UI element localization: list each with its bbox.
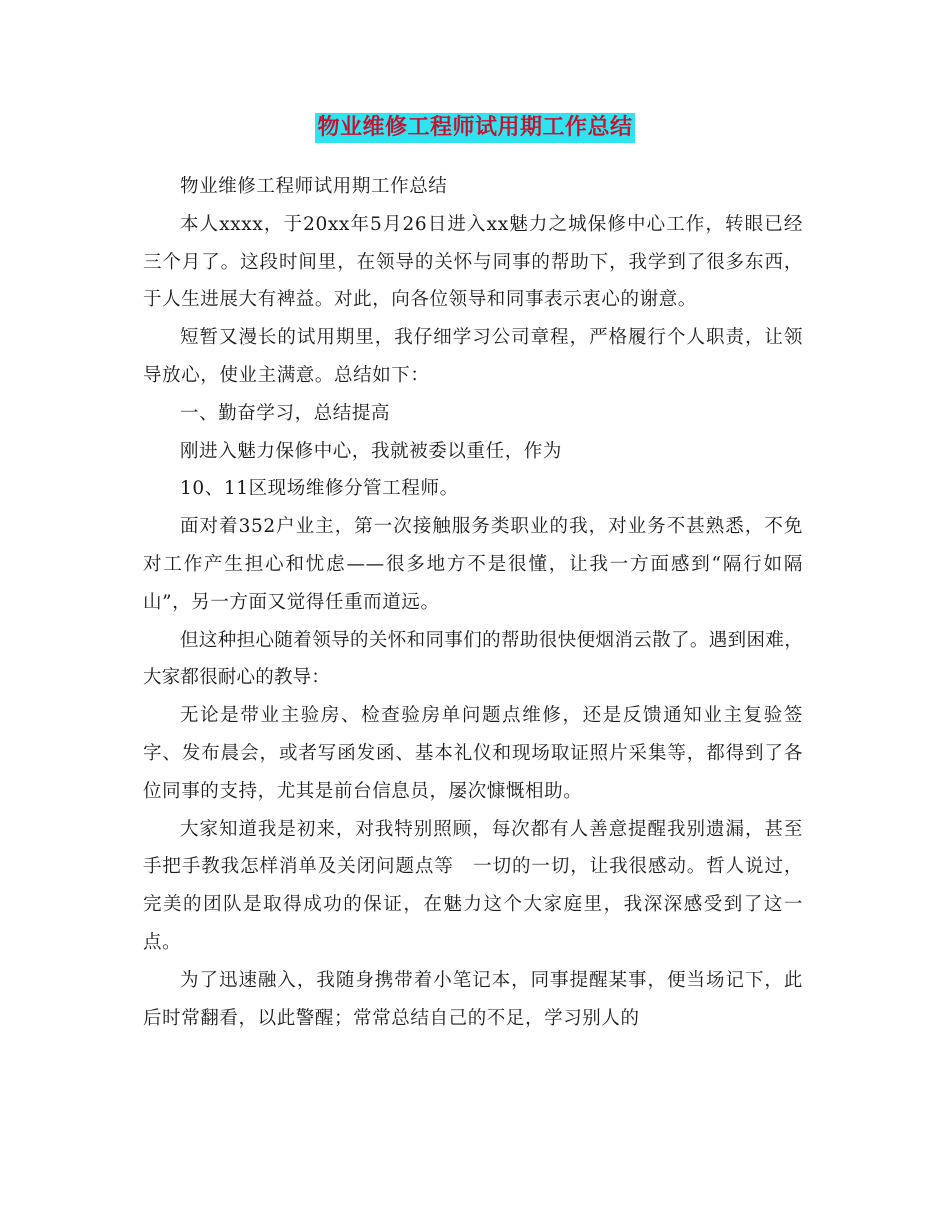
paragraph-challenges: 面对着352户业主，第一次接触服务类职业的我，对业务不甚熟悉，不免对工作产生担心和忧虑——很多地方不是很懂，让我一方面感到“隔行如隔山”，另一方面又觉得任重而道远。 xyxy=(143,516,803,613)
paragraph-summary-lead: 短暂又漫长的试用期里，我仔细学习公司章程，严格履行个人职责，让领导放心，使业主满意。总结如下： xyxy=(143,327,803,386)
document-body xyxy=(143,168,803,1037)
paragraph-subtitle: 物业维修工程师试用期工作总结 xyxy=(180,176,448,197)
paragraph-intro: 本人xxxx，于20xx年5月26日进入xx魅力之城保修中心工作，转眼已经三个月了。这段时间里，在领导的关怀与同事的帮助下，我学到了很多东西，于人生进展大有裨益。对此，向各位领导和同事表示衷心的谢意。 xyxy=(143,213,803,311)
section-heading-1: 一、勤奋学习，总结提高 xyxy=(180,402,391,424)
paragraph-support: 但这种担心随着领导的关怀和同事们的帮助很快便烟消云散了。遇到困难，大家都很耐心的教导： xyxy=(143,629,803,689)
paragraph-assignment: 刚进入魅力保修中心，我就被委以重任，作为 xyxy=(180,440,563,462)
paragraph-tasks: 无论是带业主验房、检查验房单问题点维修，还是反馈通知业主复验签字、发布晨会，或者写函发函、基本礼仪和现场取证照片采集等，都得到了各位同事的支持，尤其是前台信息员，屡次慷慨相助。 xyxy=(143,705,803,802)
paragraph-team: 大家知道我是初来，对我特别照顾，每次都有人善意提醒我别遗漏，甚至手把手教我怎样消单及关闭问题点等 一切的一切，让我很感动。哲人说过，完美的团队是取得成功的保证，在魅力这个大家庭里，我深深感受到了这一点。 xyxy=(143,818,803,953)
document-title: 物业维修工程师试用期工作总结 xyxy=(315,113,634,143)
paragraph-notebook: 为了迅速融入，我随身携带着小笔记本，同事提醒某事，便当场记下，此后时常翻看，以此警醒；常常总结自己的不足，学习别人的 xyxy=(143,969,803,1029)
title-container xyxy=(0,113,950,143)
paragraph-assignment-cont: 10、11区现场维修分管工程师。 xyxy=(180,478,459,500)
